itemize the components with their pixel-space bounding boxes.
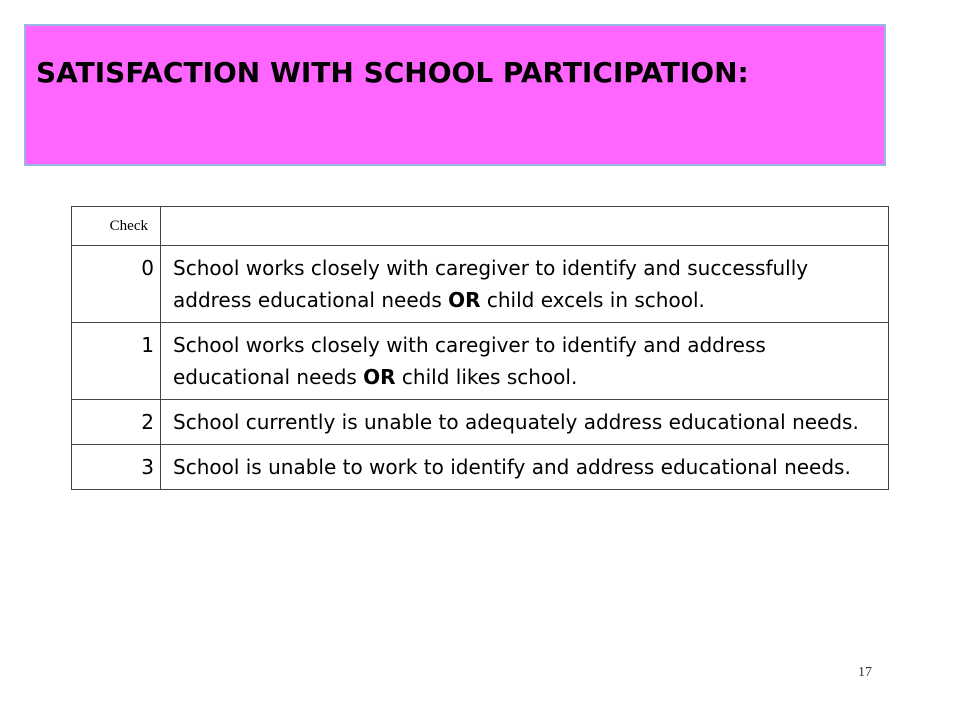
score-cell: [72, 400, 161, 445]
table-row: [72, 445, 889, 490]
score-cell: [72, 323, 161, 400]
description-part: School works closely with caregiver to identify and address educational needs: [173, 333, 766, 389]
description-text: [173, 445, 882, 489]
description-part: School currently is unable to adequately address educational needs.: [173, 410, 859, 434]
score-value: 3: [141, 455, 154, 479]
description-text: [173, 246, 882, 322]
description-part: child excels in school.: [480, 288, 705, 312]
description-cell: [161, 246, 889, 323]
table-row: [72, 323, 889, 400]
description-part: School is unable to work to identify and address educational needs.: [173, 455, 851, 479]
table-row: [72, 246, 889, 323]
description-cell: [161, 445, 889, 490]
check-header-cell: [72, 207, 161, 246]
emphasis-text: OR: [363, 365, 396, 389]
score-value: 1: [141, 333, 154, 357]
description-header-cell: [161, 207, 889, 246]
score-cell: [72, 445, 161, 490]
check-header-label: Check: [109, 218, 148, 234]
score-value: 0: [141, 256, 154, 280]
page-title: SATISFACTION WITH SCHOOL PARTICIPATION:: [36, 56, 749, 89]
description-text: [173, 323, 882, 399]
description-text: [173, 400, 882, 444]
score-value: 2: [141, 410, 154, 434]
rating-table: [71, 206, 889, 490]
page-number: 17: [858, 665, 872, 680]
score-cell: [72, 246, 161, 323]
description-part: child likes school.: [395, 365, 578, 389]
emphasis-text: OR: [448, 288, 481, 312]
table-header-row: [72, 207, 889, 246]
description-part: School works closely with caregiver to identify and successfully address educational needs: [173, 256, 809, 312]
description-cell: [161, 323, 889, 400]
table-row: [72, 400, 889, 445]
description-cell: [161, 400, 889, 445]
title-banner: [24, 24, 886, 166]
